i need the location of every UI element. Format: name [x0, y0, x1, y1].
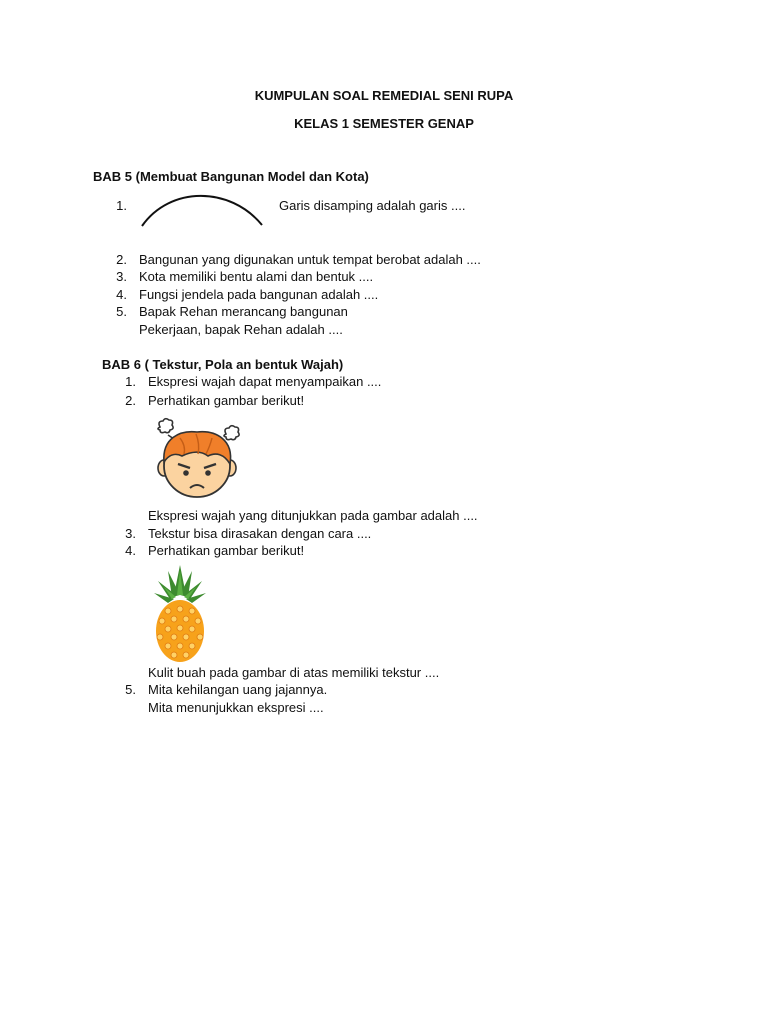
bab5-item2-text: Bangunan yang digunakan untuk tempat berobat adalah .... — [139, 252, 481, 267]
bab6-item5-text: Mita kehilangan uang jajannya. — [148, 682, 328, 697]
bab6-item2-number: 2. — [125, 393, 136, 408]
bab6-item4-after-image-text: Kulit buah pada gambar di atas memiliki tekstur .... — [148, 665, 440, 680]
bab5-item5-number: 5. — [116, 304, 127, 319]
bab6-item4-text: Perhatikan gambar berikut! — [148, 543, 305, 558]
bab6-item2-after-image-text: Ekspresi wajah yang ditunjukkan pada gambar adalah .... — [148, 508, 478, 523]
bab5-item4-number: 4. — [116, 287, 127, 302]
bab5-item5-text: Bapak Rehan merancang bangunan — [139, 304, 348, 319]
angry-boy-face-icon — [150, 418, 245, 500]
bab6-item2-text: Perhatikan gambar berikut! — [148, 393, 305, 408]
arc-line-image — [140, 192, 264, 228]
bab5-item4-text: Fungsi jendela pada bangunan adalah .... — [139, 287, 379, 302]
bab6-item5-number: 5. — [125, 682, 136, 697]
bab6-item3-text: Tekstur bisa dirasakan dengan cara .... — [148, 526, 372, 541]
bab6-item1-text: Ekspresi wajah dapat menyampaikan .... — [148, 374, 382, 389]
pineapple-icon — [152, 565, 208, 663]
page-subtitle: KELAS 1 SEMESTER GENAP — [294, 116, 474, 131]
bab6-item5-text2: Mita menunjukkan ekspresi .... — [148, 700, 324, 715]
bab5-item2-number: 2. — [116, 252, 127, 267]
bab6-item3-number: 3. — [125, 526, 136, 541]
bab5-item3-text: Kota memiliki bentu alami dan bentuk .... — [139, 269, 374, 284]
bab5-item3-number: 3. — [116, 269, 127, 284]
bab5-item1-text: Garis disamping adalah garis .... — [279, 198, 466, 213]
bab5-item5-text2: Pekerjaan, bapak Rehan adalah .... — [139, 322, 343, 337]
bab5-heading: BAB 5 (Membuat Bangunan Model dan Kota) — [93, 169, 369, 184]
bab6-item4-number: 4. — [125, 543, 136, 558]
page-title: KUMPULAN SOAL REMEDIAL SENI RUPA — [254, 88, 514, 103]
bab5-item1-number: 1. — [116, 198, 127, 213]
bab6-item1-number: 1. — [125, 374, 136, 389]
bab6-heading: BAB 6 ( Tekstur, Pola an bentuk Wajah) — [102, 357, 344, 372]
